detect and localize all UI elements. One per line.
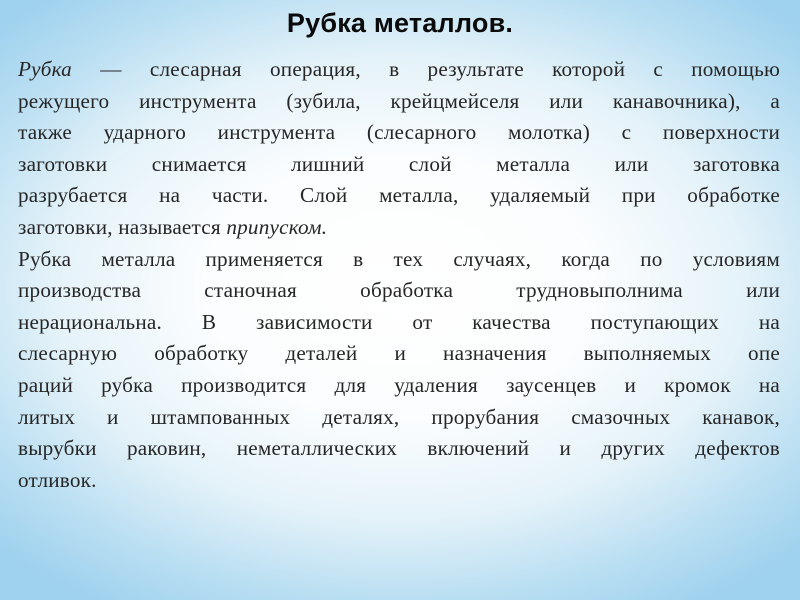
slide-body — [18, 54, 780, 496]
text-line: режущего инструмента (зубила, крейцмейселя или канавочника), а — [18, 88, 780, 113]
term-rubka: Рубка — [18, 57, 72, 81]
text-line — [18, 212, 780, 244]
term-pripusk: припуском. — [226, 214, 328, 239]
text-line: слесарную обработку деталей и назначения выполняемых опе — [18, 341, 780, 366]
text-line: вырубки раковин, неметаллических включений и других дефектов — [18, 436, 780, 461]
text-line: Рубка металла применяется в тех случаях, когда по условиям — [18, 246, 780, 271]
text-line — [18, 54, 780, 86]
text-line: разрубается на части. Слой металла, удаляемый при обработке — [18, 183, 780, 208]
text-segment: — слесарная операция, в результате которой с помощью — [71, 57, 780, 81]
text-line: заготовки снимается лишний слой металла или заготовка — [18, 151, 780, 176]
text-line: нерациональна. В зависимости от качества поступающих на — [18, 309, 780, 334]
paragraph-application — [18, 244, 780, 497]
text-line: литых и штампованных деталях, прорубания смазочных канавок, — [18, 404, 780, 429]
text-segment: заготовки, называется — [18, 214, 227, 239]
text-line: отливок. — [18, 467, 97, 492]
paragraph-definition — [18, 54, 780, 244]
text-line: производства станочная обработка трудновыполнима или — [18, 278, 780, 303]
slide-title: Рубка металлов. — [286, 8, 514, 38]
text-line: также ударного инструмента (слесарного молотка) с поверхности — [18, 120, 780, 145]
text-line: раций рубка производится для удаления заусенцев и кромок на — [18, 372, 780, 397]
